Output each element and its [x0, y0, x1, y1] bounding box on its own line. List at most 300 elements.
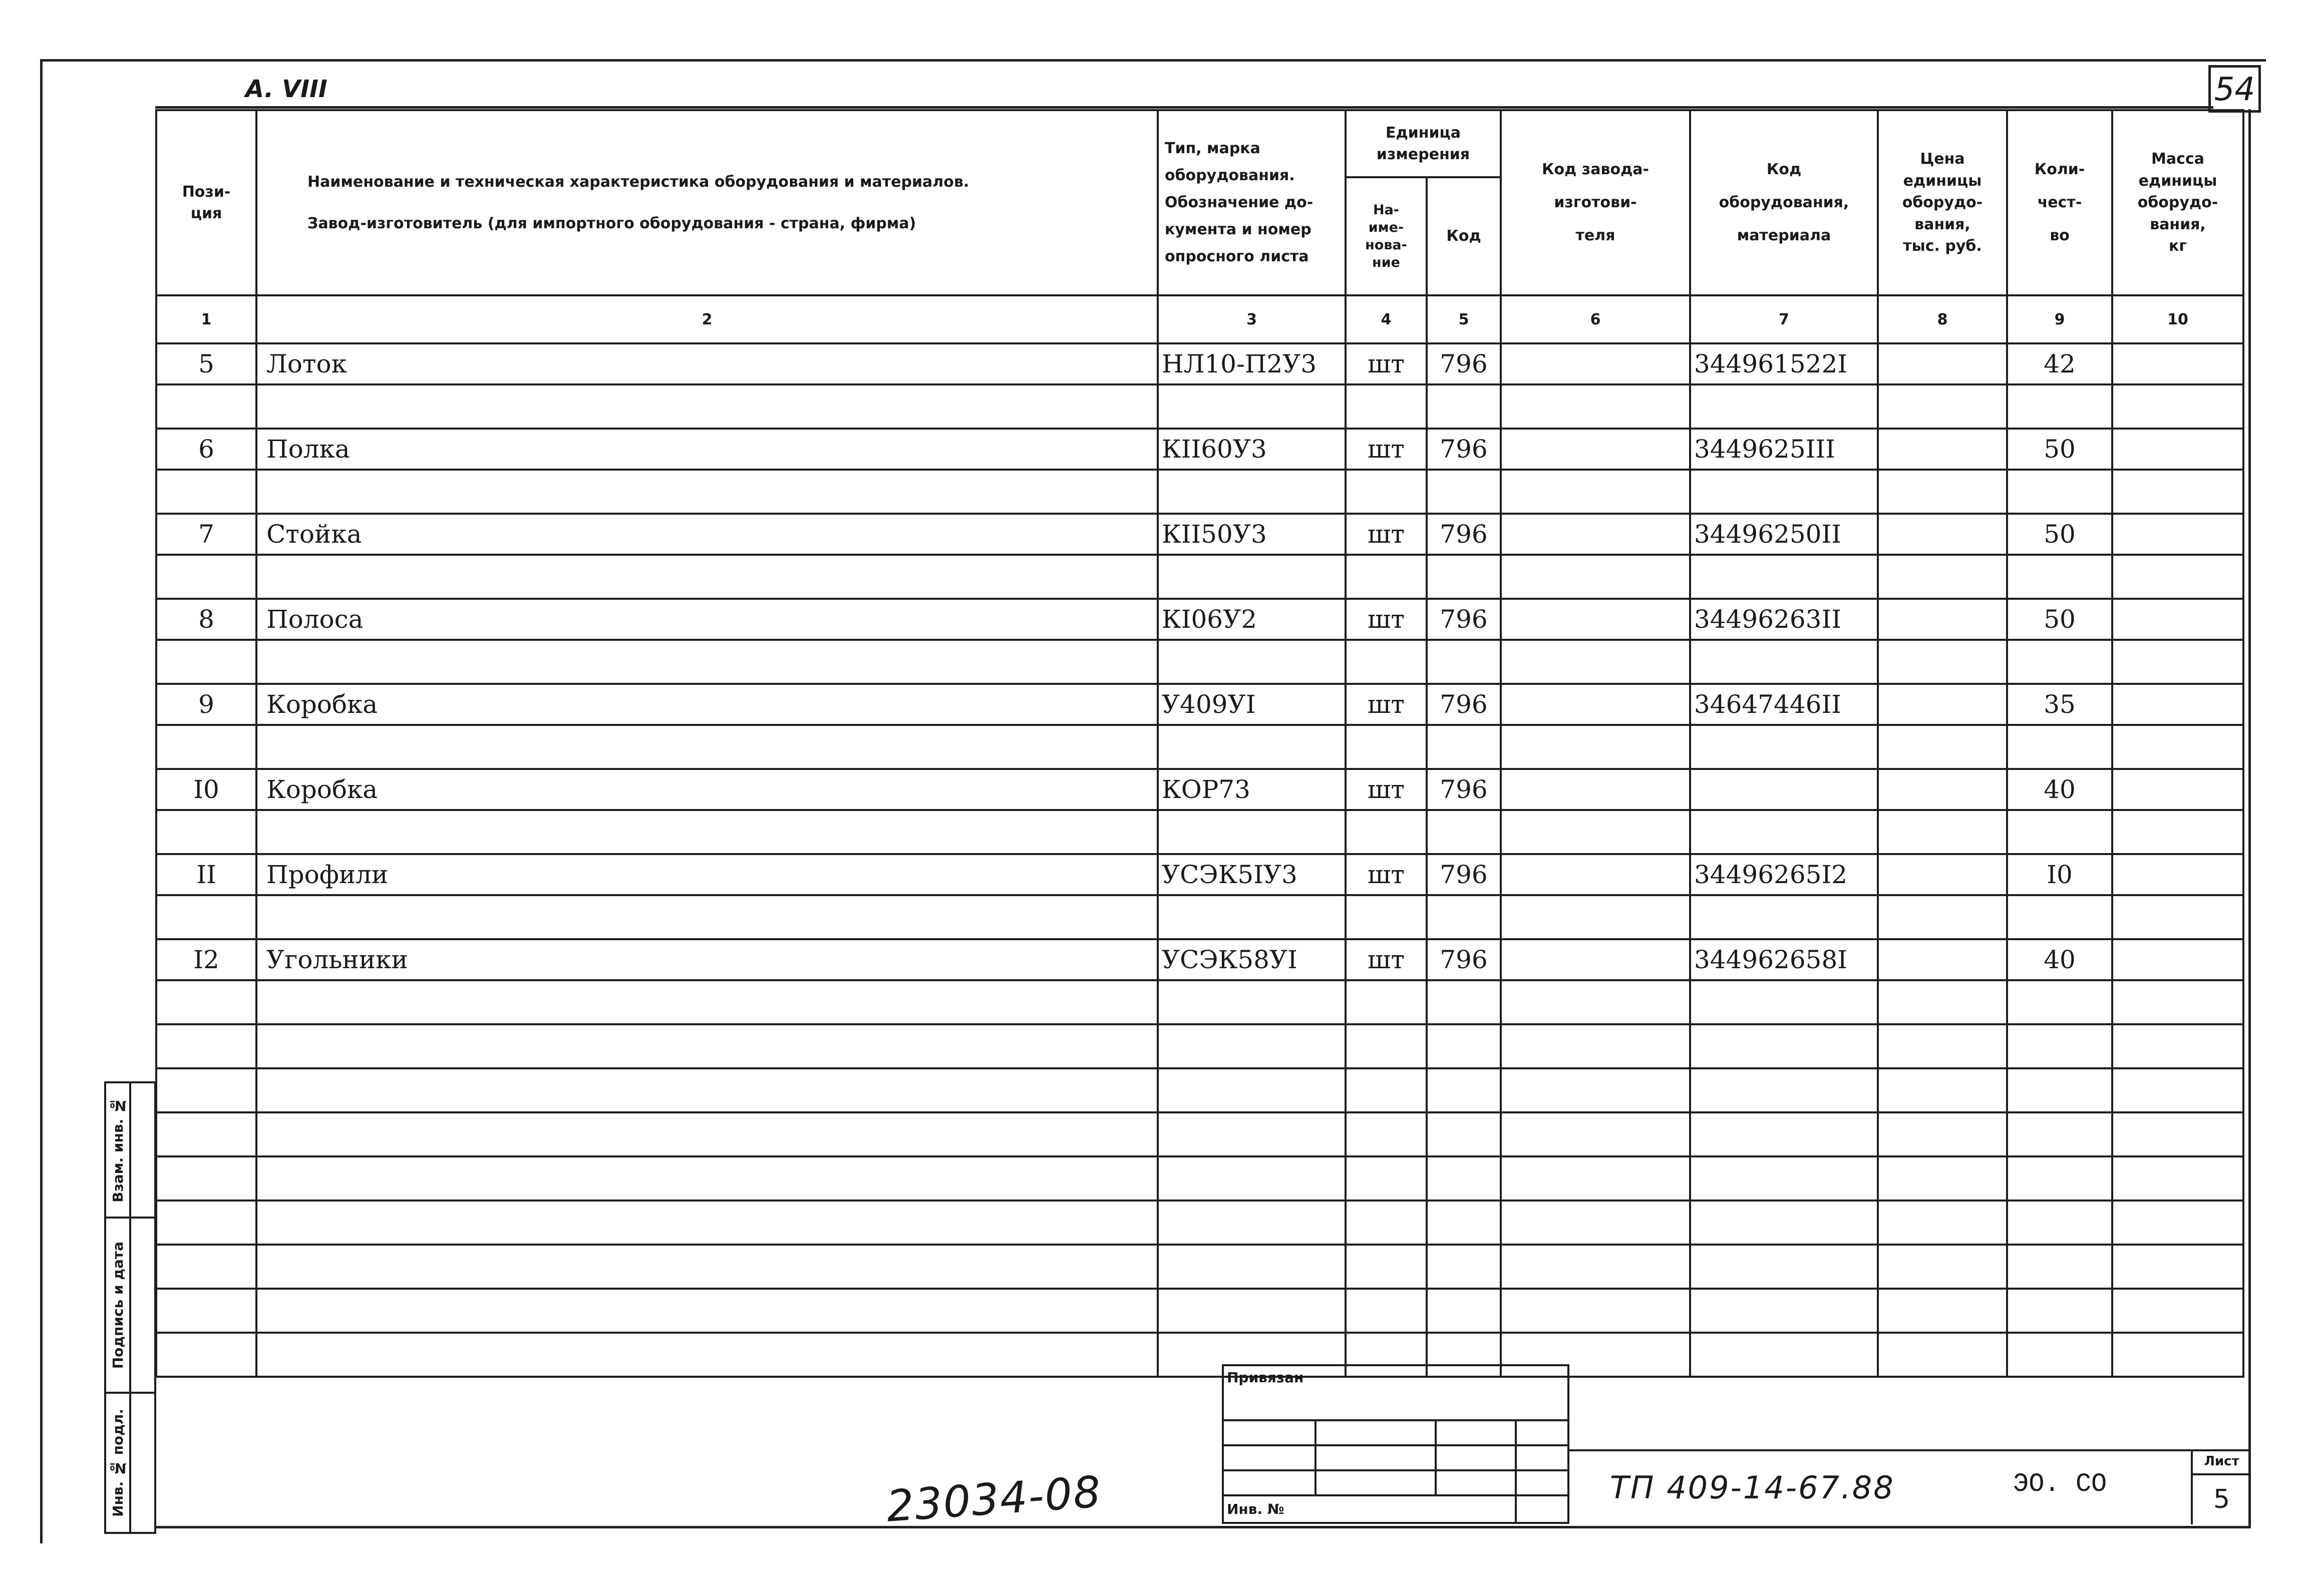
cell-equip-code: [1690, 769, 1878, 810]
empty-cell: [1501, 980, 1690, 1024]
empty-cell: [1690, 1333, 1878, 1377]
empty-cell: [1346, 384, 1427, 429]
stamp-cell: [1315, 1445, 1436, 1470]
empty-cell: [2007, 1156, 2112, 1201]
header-name: [256, 110, 1158, 295]
empty-cell: [1501, 1024, 1690, 1068]
empty-cell: [2112, 810, 2243, 854]
empty-cell: [2007, 980, 2112, 1024]
table-row: [156, 684, 2243, 725]
empty-cell: [1878, 1024, 2007, 1068]
table-row-spacer: [156, 725, 2243, 769]
empty-cell: [1427, 980, 1501, 1024]
blank-row: [156, 1333, 2243, 1377]
empty-cell: [156, 980, 256, 1024]
empty-cell: [1878, 895, 2007, 939]
empty-cell: [156, 725, 256, 769]
empty-cell: [156, 1201, 256, 1245]
cell-type: КОР73: [1158, 769, 1346, 810]
stamp-cell: [1436, 1420, 1516, 1445]
cell-name: Полоса: [256, 599, 1158, 640]
cell-type: НЛ10-П2У3: [1158, 343, 1346, 384]
empty-cell: [1690, 810, 1878, 854]
header-row: [156, 110, 2243, 177]
side-cell-blank: [130, 1393, 155, 1533]
empty-cell: [256, 640, 1158, 684]
cell-quantity: 50: [2007, 514, 2112, 555]
col-number: 6: [1501, 295, 1690, 343]
empty-cell: [1158, 810, 1346, 854]
stamp-cell: [1516, 1470, 1568, 1495]
cell-mass: [2112, 343, 2243, 384]
cell-mass: [2112, 599, 2243, 640]
registration-number: 23034-08: [885, 1467, 1104, 1532]
empty-cell: [1501, 725, 1690, 769]
blank-row: [156, 1245, 2243, 1289]
side-cell-inv: [105, 1393, 130, 1533]
empty-cell: [256, 810, 1158, 854]
cell-unit: шт: [1346, 684, 1427, 725]
table-row-spacer: [156, 384, 2243, 429]
empty-cell: [1690, 980, 1878, 1024]
cell-quantity: 35: [2007, 684, 2112, 725]
cell-name: Коробка: [256, 769, 1158, 810]
cell-mass: [2112, 854, 2243, 895]
cell-maker-code: [1501, 769, 1690, 810]
cell-unit-code: 796: [1427, 684, 1501, 725]
table-row: [156, 514, 2243, 555]
empty-cell: [156, 1068, 256, 1112]
empty-cell: [1690, 1289, 1878, 1333]
header-type: Тип, марка оборудования. Обозначение до- кумента и номер опросного листа: [1158, 110, 1346, 295]
blank-row: [156, 1289, 2243, 1333]
empty-cell: [1878, 1245, 2007, 1289]
stamp-cell: [1315, 1420, 1436, 1445]
empty-cell: [1346, 555, 1427, 599]
table-row-spacer: [156, 640, 2243, 684]
empty-cell: [256, 470, 1158, 514]
stamp-cell: [1223, 1445, 1315, 1470]
cell-maker-code: [1501, 343, 1690, 384]
table-row: [156, 939, 2243, 980]
empty-cell: [2112, 1201, 2243, 1245]
empty-cell: [2007, 470, 2112, 514]
empty-cell: [2007, 640, 2112, 684]
empty-cell: [156, 555, 256, 599]
empty-cell: [1501, 895, 1690, 939]
empty-cell: [2112, 895, 2243, 939]
cell-type: УСЭК5IУ3: [1158, 854, 1346, 895]
header-quantity: Коли- чест- во: [2007, 110, 2112, 295]
empty-cell: [1878, 1156, 2007, 1201]
stamp-cell: [1223, 1470, 1315, 1495]
empty-cell: [1346, 1112, 1427, 1156]
sheet-label-cell: [2193, 1449, 2250, 1475]
cell-equip-code: 34496265I2: [1690, 854, 1878, 895]
table-row-spacer: [156, 895, 2243, 939]
cell-mass: [2112, 514, 2243, 555]
empty-cell: [1878, 725, 2007, 769]
empty-cell: [1346, 725, 1427, 769]
header-mass: Масса единицы оборудо- вания, кг: [2112, 110, 2243, 295]
col-number: 8: [1878, 295, 2007, 343]
cell-quantity: 42: [2007, 343, 2112, 384]
empty-cell: [156, 384, 256, 429]
empty-cell: [1501, 470, 1690, 514]
empty-cell: [256, 895, 1158, 939]
stamp-cell: [1516, 1445, 1568, 1470]
cell-unit-code: 796: [1427, 599, 1501, 640]
cell-mass: [2112, 939, 2243, 980]
empty-cell: [1427, 1156, 1501, 1201]
cell-price: [1878, 684, 2007, 725]
empty-cell: [1878, 1068, 2007, 1112]
cell-position: 6: [156, 429, 256, 470]
cell-maker-code: [1501, 429, 1690, 470]
cell-type: КI06У2: [1158, 599, 1346, 640]
empty-cell: [1427, 895, 1501, 939]
column-number-row: [156, 295, 2243, 343]
cell-maker-code: [1501, 939, 1690, 980]
cell-unit: шт: [1346, 429, 1427, 470]
table-row: [156, 429, 2243, 470]
empty-cell: [1878, 384, 2007, 429]
cell-price: [1878, 429, 2007, 470]
table-row-spacer: [156, 810, 2243, 854]
empty-cell: [1427, 640, 1501, 684]
empty-cell: [1158, 895, 1346, 939]
empty-cell: [256, 1289, 1158, 1333]
col-number: 7: [1690, 295, 1878, 343]
empty-cell: [1158, 1245, 1346, 1289]
cell-type: КII50У3: [1158, 514, 1346, 555]
empty-cell: [2007, 895, 2112, 939]
empty-cell: [2007, 1068, 2112, 1112]
side-stamp: [104, 1081, 156, 1534]
col-number: 4: [1346, 295, 1427, 343]
empty-cell: [256, 1156, 1158, 1201]
empty-cell: [2007, 1245, 2112, 1289]
empty-cell: [1501, 640, 1690, 684]
empty-cell: [2112, 470, 2243, 514]
empty-cell: [1690, 1245, 1878, 1289]
cell-quantity: 50: [2007, 599, 2112, 640]
cell-equip-code: 344961522I: [1690, 343, 1878, 384]
cell-name: Профили: [256, 854, 1158, 895]
empty-cell: [1427, 1289, 1501, 1333]
empty-cell: [1878, 810, 2007, 854]
empty-cell: [1501, 1068, 1690, 1112]
stamp-cell: [1315, 1470, 1436, 1495]
empty-cell: [2112, 1289, 2243, 1333]
cell-quantity: I0: [2007, 854, 2112, 895]
empty-cell: [1501, 555, 1690, 599]
cell-unit-code: 796: [1427, 769, 1501, 810]
stamp-privyazan: [1223, 1365, 1568, 1420]
sheet-box: [2191, 1449, 2250, 1524]
stamp-cell: [1436, 1470, 1516, 1495]
empty-cell: [1427, 1112, 1501, 1156]
col-number: 10: [2112, 295, 2243, 343]
empty-cell: [2007, 1289, 2112, 1333]
header-position: Пози- ция: [156, 110, 256, 295]
cell-unit: шт: [1346, 769, 1427, 810]
empty-cell: [2007, 725, 2112, 769]
empty-cell: [2007, 384, 2112, 429]
empty-cell: [1427, 1024, 1501, 1068]
stamp-cell: [1516, 1420, 1568, 1445]
empty-cell: [1346, 1245, 1427, 1289]
empty-cell: [1878, 470, 2007, 514]
empty-cell: [2112, 1333, 2243, 1377]
empty-cell: [1690, 555, 1878, 599]
empty-cell: [1346, 640, 1427, 684]
empty-cell: [1878, 640, 2007, 684]
stamp-cell: [1516, 1495, 1568, 1523]
side-label-vzam: Взам. инв. №: [109, 1097, 126, 1203]
empty-cell: [256, 1333, 1158, 1377]
top-rule: [155, 106, 2213, 109]
cell-mass: [2112, 769, 2243, 810]
cell-name: Полка: [256, 429, 1158, 470]
cell-position: I2: [156, 939, 256, 980]
cell-equip-code: 3449625III: [1690, 429, 1878, 470]
header-unit-code: Код: [1427, 177, 1501, 295]
cell-type: КII60У3: [1158, 429, 1346, 470]
empty-cell: [156, 810, 256, 854]
header-name-line2: Завод-изготовитель (для импортного оборудования - страна, фирма): [307, 215, 916, 232]
cell-price: [1878, 854, 2007, 895]
cell-unit: шт: [1346, 599, 1427, 640]
cell-equip-code: 34496250II: [1690, 514, 1878, 555]
empty-cell: [1878, 1112, 2007, 1156]
title-block-rule: [1567, 1449, 2248, 1451]
cell-position: II: [156, 854, 256, 895]
empty-cell: [1158, 1068, 1346, 1112]
cell-position: 5: [156, 343, 256, 384]
cell-equip-code: 34647446II: [1690, 684, 1878, 725]
side-label-podpis: Подпись и дата: [109, 1241, 126, 1369]
empty-cell: [1501, 1289, 1690, 1333]
header-unit-name: На- име- нова- ние: [1346, 177, 1427, 295]
empty-cell: [1501, 1201, 1690, 1245]
empty-cell: [1158, 384, 1346, 429]
empty-cell: [1158, 980, 1346, 1024]
table-row: [156, 599, 2243, 640]
empty-cell: [156, 1289, 256, 1333]
cell-unit-code: 796: [1427, 429, 1501, 470]
empty-cell: [1690, 640, 1878, 684]
empty-cell: [1158, 1156, 1346, 1201]
empty-cell: [1427, 810, 1501, 854]
empty-cell: [1878, 980, 2007, 1024]
empty-cell: [2007, 1112, 2112, 1156]
cell-maker-code: [1501, 514, 1690, 555]
header-maker-code: Код завода- изготови- теля: [1501, 110, 1690, 295]
empty-cell: [2112, 1245, 2243, 1289]
page-number-box: [2208, 65, 2261, 113]
cell-quantity: 50: [2007, 429, 2112, 470]
stamp-cell: [1223, 1420, 1315, 1445]
cell-name: Лоток: [256, 343, 1158, 384]
side-cell-blank: [130, 1218, 155, 1393]
empty-cell: [1427, 1068, 1501, 1112]
empty-cell: [256, 555, 1158, 599]
cell-unit-code: 796: [1427, 343, 1501, 384]
cell-price: [1878, 769, 2007, 810]
cell-equip-code: 34496263II: [1690, 599, 1878, 640]
cell-price: [1878, 599, 2007, 640]
empty-cell: [256, 1112, 1158, 1156]
blank-row: [156, 1112, 2243, 1156]
empty-cell: [1427, 1201, 1501, 1245]
empty-cell: [156, 1156, 256, 1201]
empty-cell: [1501, 384, 1690, 429]
empty-cell: [1346, 470, 1427, 514]
table-row: [156, 854, 2243, 895]
empty-cell: [1690, 384, 1878, 429]
stamp-privyazan-label: Привязан: [1227, 1369, 1304, 1386]
cell-name: Стойка: [256, 514, 1158, 555]
cell-quantity: 40: [2007, 939, 2112, 980]
cell-position: I0: [156, 769, 256, 810]
empty-cell: [2112, 640, 2243, 684]
cell-maker-code: [1501, 854, 1690, 895]
corner-label: A. VIII: [245, 75, 327, 103]
cell-type: У409УI: [1158, 684, 1346, 725]
cell-name: Коробка: [256, 684, 1158, 725]
empty-cell: [1427, 555, 1501, 599]
blank-row: [156, 1068, 2243, 1112]
empty-cell: [1690, 1068, 1878, 1112]
cell-type: УСЭК58УI: [1158, 939, 1346, 980]
header-price: Цена единицы оборудо- вания, тыс. руб.: [1878, 110, 2007, 295]
empty-cell: [1501, 1245, 1690, 1289]
empty-cell: [1346, 1156, 1427, 1201]
empty-cell: [2112, 1156, 2243, 1201]
table-row-spacer: [156, 555, 2243, 599]
col-number: 5: [1427, 295, 1501, 343]
cell-mass: [2112, 684, 2243, 725]
specification-table: [155, 109, 2244, 1378]
header-equip-code: Код оборудования, материала: [1690, 110, 1878, 295]
table-row-spacer: [156, 980, 2243, 1024]
empty-cell: [1501, 1156, 1690, 1201]
empty-cell: [1158, 1112, 1346, 1156]
empty-cell: [156, 1245, 256, 1289]
cell-price: [1878, 343, 2007, 384]
col-number: 9: [2007, 295, 2112, 343]
empty-cell: [1690, 1156, 1878, 1201]
empty-cell: [1158, 470, 1346, 514]
empty-cell: [1501, 1112, 1690, 1156]
empty-cell: [1158, 555, 1346, 599]
cell-equip-code: 344962658I: [1690, 939, 1878, 980]
empty-cell: [1158, 725, 1346, 769]
col-number: 2: [256, 295, 1158, 343]
stamp-cell: [1436, 1445, 1516, 1470]
empty-cell: [1501, 810, 1690, 854]
empty-cell: [1158, 640, 1346, 684]
page-number-text: 54: [2214, 71, 2255, 108]
cell-position: 8: [156, 599, 256, 640]
empty-cell: [1346, 1201, 1427, 1245]
empty-cell: [156, 470, 256, 514]
empty-cell: [1158, 1201, 1346, 1245]
col-number: 3: [1158, 295, 1346, 343]
table-row: [156, 769, 2243, 810]
empty-cell: [256, 1201, 1158, 1245]
empty-cell: [256, 384, 1158, 429]
empty-cell: [2007, 555, 2112, 599]
empty-cell: [1346, 1068, 1427, 1112]
empty-cell: [2112, 555, 2243, 599]
cell-unit: шт: [1346, 854, 1427, 895]
empty-cell: [1690, 470, 1878, 514]
sheet-label: Лист: [2204, 1454, 2239, 1469]
empty-cell: [2112, 1112, 2243, 1156]
document-code: ТП 409-14-67.88: [1610, 1469, 1895, 1506]
cell-unit: шт: [1346, 514, 1427, 555]
blank-row: [156, 1201, 2243, 1245]
empty-cell: [256, 1068, 1158, 1112]
cell-position: 9: [156, 684, 256, 725]
empty-cell: [1690, 1201, 1878, 1245]
table-row: [156, 343, 2243, 384]
empty-cell: [1346, 1289, 1427, 1333]
cell-unit-code: 796: [1427, 514, 1501, 555]
blank-row: [156, 1156, 2243, 1201]
empty-cell: [1427, 384, 1501, 429]
empty-cell: [2112, 1068, 2243, 1112]
sheet-number: 5: [2213, 1484, 2230, 1514]
empty-cell: [2007, 1024, 2112, 1068]
empty-cell: [156, 1112, 256, 1156]
empty-cell: [1427, 470, 1501, 514]
stamp-inv-label: Инв. №: [1227, 1501, 1284, 1517]
cell-maker-code: [1501, 599, 1690, 640]
empty-cell: [2007, 1333, 2112, 1377]
empty-cell: [1878, 1201, 2007, 1245]
empty-cell: [256, 1024, 1158, 1068]
empty-cell: [1878, 555, 2007, 599]
col-number: 1: [156, 295, 256, 343]
cell-quantity: 40: [2007, 769, 2112, 810]
empty-cell: [1690, 895, 1878, 939]
empty-cell: [2007, 810, 2112, 854]
empty-cell: [256, 980, 1158, 1024]
cell-name: Угольники: [256, 939, 1158, 980]
empty-cell: [2007, 1201, 2112, 1245]
cell-unit: шт: [1346, 343, 1427, 384]
empty-cell: [1690, 1112, 1878, 1156]
empty-cell: [256, 725, 1158, 769]
empty-cell: [2112, 384, 2243, 429]
empty-cell: [1346, 895, 1427, 939]
empty-cell: [156, 895, 256, 939]
empty-cell: [1878, 1289, 2007, 1333]
stamp-inv: [1223, 1495, 1516, 1523]
table-row-spacer: [156, 470, 2243, 514]
empty-cell: [1346, 980, 1427, 1024]
empty-cell: [1690, 1024, 1878, 1068]
document-section: ЭО. СО: [2013, 1469, 2107, 1499]
blank-row: [156, 1024, 2243, 1068]
empty-cell: [1346, 810, 1427, 854]
empty-cell: [156, 640, 256, 684]
side-cell-blank: [130, 1082, 155, 1218]
cell-unit: шт: [1346, 939, 1427, 980]
